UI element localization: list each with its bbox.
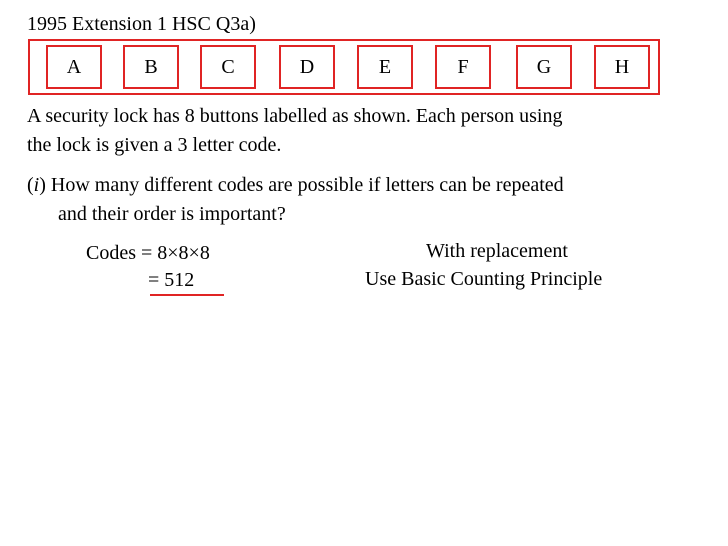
problem-statement	[27, 102, 707, 160]
question-line-2: and their order is important?	[58, 203, 286, 225]
question-label-numeral: i	[33, 174, 40, 196]
answer-underline	[150, 294, 224, 296]
lock-button-e: E	[357, 45, 413, 89]
slide-heading: 1995 Extension 1 HSC Q3a)	[27, 13, 256, 35]
working-result-expression: = 512	[148, 269, 195, 291]
question-label-open: (	[27, 174, 34, 196]
lock-button-b: B	[123, 45, 179, 89]
lock-button-c: C	[200, 45, 256, 89]
question-label-close: )	[39, 174, 46, 196]
problem-statement-line-1: A security lock has 8 buttons labelled as shown. Each person using	[27, 105, 563, 127]
question-part-i	[27, 171, 707, 229]
lock-button-a: A	[46, 45, 102, 89]
lock-button-g: G	[516, 45, 572, 89]
lock-button-panel	[28, 39, 660, 95]
working-codes-expression: Codes = 8×8×8	[86, 242, 210, 264]
note-with-replacement: With replacement	[426, 240, 568, 262]
lock-button-f: F	[435, 45, 491, 89]
problem-statement-line-2: the lock is given a 3 letter code.	[27, 134, 282, 156]
lock-button-d: D	[279, 45, 335, 89]
lock-button-h: H	[594, 45, 650, 89]
question-line-1: How many different codes are possible if letters can be repeated	[45, 174, 564, 196]
note-counting-principle: Use Basic Counting Principle	[365, 268, 603, 290]
